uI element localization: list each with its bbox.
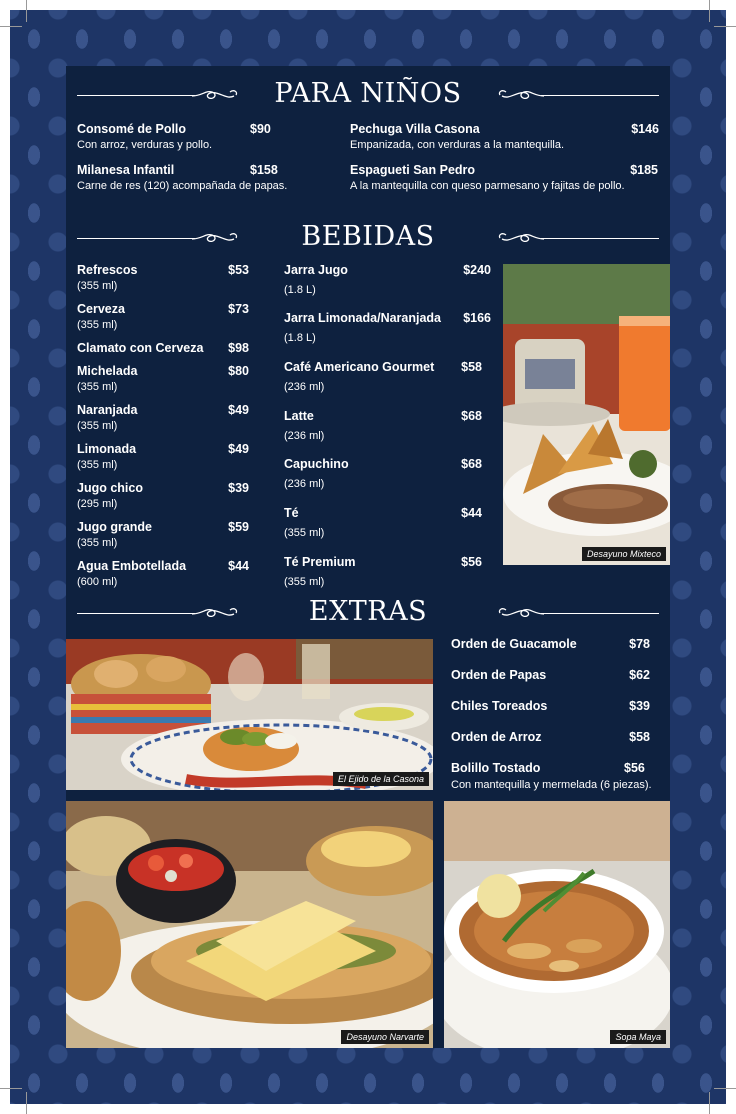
item-description: (355 ml) [284,576,325,588]
item-description: Carne de res (120) acompañada de papas. [77,180,288,192]
item-name: Jarra Jugo [284,263,348,277]
item-price: $39 [228,481,249,495]
section-title: PARA NIÑOS [274,78,462,109]
photo-caption: El Ejido de la Casona [333,772,429,786]
photo-desayuno-mixteco [503,264,670,565]
item-name: Té Premium [284,555,356,569]
item-name: Jugo chico [77,481,143,495]
item-description: Empanizada, con verduras a la mantequilla. [350,139,565,151]
menu-item [284,360,482,394]
item-name: Orden de Arroz [451,730,542,744]
photo-caption: Desayuno Narvarte [341,1030,429,1044]
item-price: $98 [228,341,249,355]
item-price: $49 [228,442,249,456]
item-price: $240 [463,263,491,277]
section-heading-extras [77,592,659,632]
item-description: A la mantequilla con queso parmesano y fajitas de pollo. [350,180,625,192]
item-price: $68 [461,409,482,423]
item-name: Cerveza [77,302,125,316]
section-heading-drinks [77,217,659,257]
item-description: Con mantequilla y mermelada (6 piezas). [451,779,652,791]
item-price: $56 [461,555,482,569]
item-price: $56 [624,761,645,775]
crop-mark [714,26,736,27]
item-price: $39 [629,699,650,713]
menu-item [77,559,249,589]
item-name: Espagueti San Pedro [350,163,476,177]
item-price: $90 [250,122,271,136]
menu-item [77,403,249,433]
item-price: $73 [228,302,249,316]
menu-item [350,122,659,156]
menu-item [77,481,249,511]
menu-item [451,761,661,795]
item-price: $49 [228,403,249,417]
crop-mark [709,1092,710,1114]
item-name: Orden de Guacamole [451,637,577,651]
menu-item [77,263,249,293]
section-title: EXTRAS [308,596,428,627]
item-price: $53 [228,263,249,277]
item-price: $59 [228,520,249,534]
menu-item [284,457,482,491]
divider-line [541,238,659,239]
item-description: (236 ml) [284,381,325,393]
item-price: $58 [629,730,650,744]
menu-item [284,263,491,297]
item-name: Café Americano Gourmet [284,360,435,374]
menu-item [451,730,650,748]
item-name: Milanesa Infantil [77,163,175,177]
menu-item [284,311,491,345]
item-price: $146 [631,122,659,136]
crop-mark [26,1092,27,1114]
item-name: Bolillo Tostado [451,761,541,775]
item-name: Latte [284,409,314,423]
section-title: BEBIDAS [301,221,435,252]
crop-mark [0,1088,22,1089]
divider-line [541,95,659,96]
toast-cheese-plate-image [66,801,433,1048]
item-price: $68 [461,457,482,471]
item-description: (355 ml) [77,280,118,292]
rice-guacamole-plate-image [66,639,433,790]
item-description: (355 ml) [77,420,118,432]
photo-caption: Desayuno Mixteco [582,547,666,561]
item-description: (355 ml) [77,459,118,471]
item-price: $62 [629,668,650,682]
item-description: (355 ml) [284,527,325,539]
menu-item [284,555,482,589]
item-name: Consomé de Pollo [77,122,187,136]
menu-item [284,506,482,540]
crop-mark [709,0,710,22]
item-name: Michelada [77,364,138,378]
menu-item [451,668,650,686]
menu-item [77,122,277,156]
item-description: (236 ml) [284,430,325,442]
item-description: (355 ml) [77,319,118,331]
item-price: $185 [630,163,658,177]
menu-item [77,364,249,394]
item-name: Limonada [77,442,137,456]
menu-item [77,302,249,332]
item-description: Con arroz, verduras y pollo. [77,139,213,151]
item-name: Jarra Limonada/Naranjada [284,311,442,325]
flourish-icon [496,604,546,622]
item-price: $78 [629,637,650,651]
menu-item [451,699,650,717]
item-name: Capuchino [284,457,349,471]
menu-item [350,163,658,197]
photo-caption: Sopa Maya [610,1030,666,1044]
photo-el-ejido [66,639,433,790]
item-description: (1.8 L) [284,332,316,344]
crop-mark [0,26,22,27]
item-price: $44 [461,506,482,520]
menu-item [77,341,249,359]
item-description: (355 ml) [77,381,118,393]
item-description: (236 ml) [284,478,325,490]
section-heading-kids [77,74,659,114]
item-name: Naranjada [77,403,138,417]
menu-item [77,163,297,197]
crop-mark [26,0,27,22]
item-price: $158 [250,163,278,177]
item-name: Agua Embotellada [77,559,187,573]
flourish-icon [496,229,546,247]
item-price: $44 [228,559,249,573]
photo-sopa-maya [444,801,670,1048]
menu-item [451,637,650,655]
item-name: Jugo grande [77,520,153,534]
item-name: Chiles Toreados [451,699,548,713]
item-description: (600 ml) [77,576,118,588]
item-price: $166 [463,311,491,325]
flourish-icon [496,86,546,104]
item-price: $58 [461,360,482,374]
item-name: Té [284,506,299,520]
crop-mark [714,1088,736,1089]
divider-line [541,613,659,614]
item-description: (1.8 L) [284,284,316,296]
menu-item [284,409,482,443]
item-price: $80 [228,364,249,378]
item-description: (355 ml) [77,537,118,549]
item-name: Refrescos [77,263,138,277]
item-name: Clamato con Cerveza [77,341,204,355]
soup-bowl-image [444,801,670,1048]
menu-item [77,442,249,472]
menu-item [77,520,249,550]
photo-desayuno-narvarte [66,801,433,1048]
item-description: (295 ml) [77,498,118,510]
breakfast-plate-image [503,264,670,565]
item-name: Orden de Papas [451,668,547,682]
item-name: Pechuga Villa Casona [350,122,480,136]
